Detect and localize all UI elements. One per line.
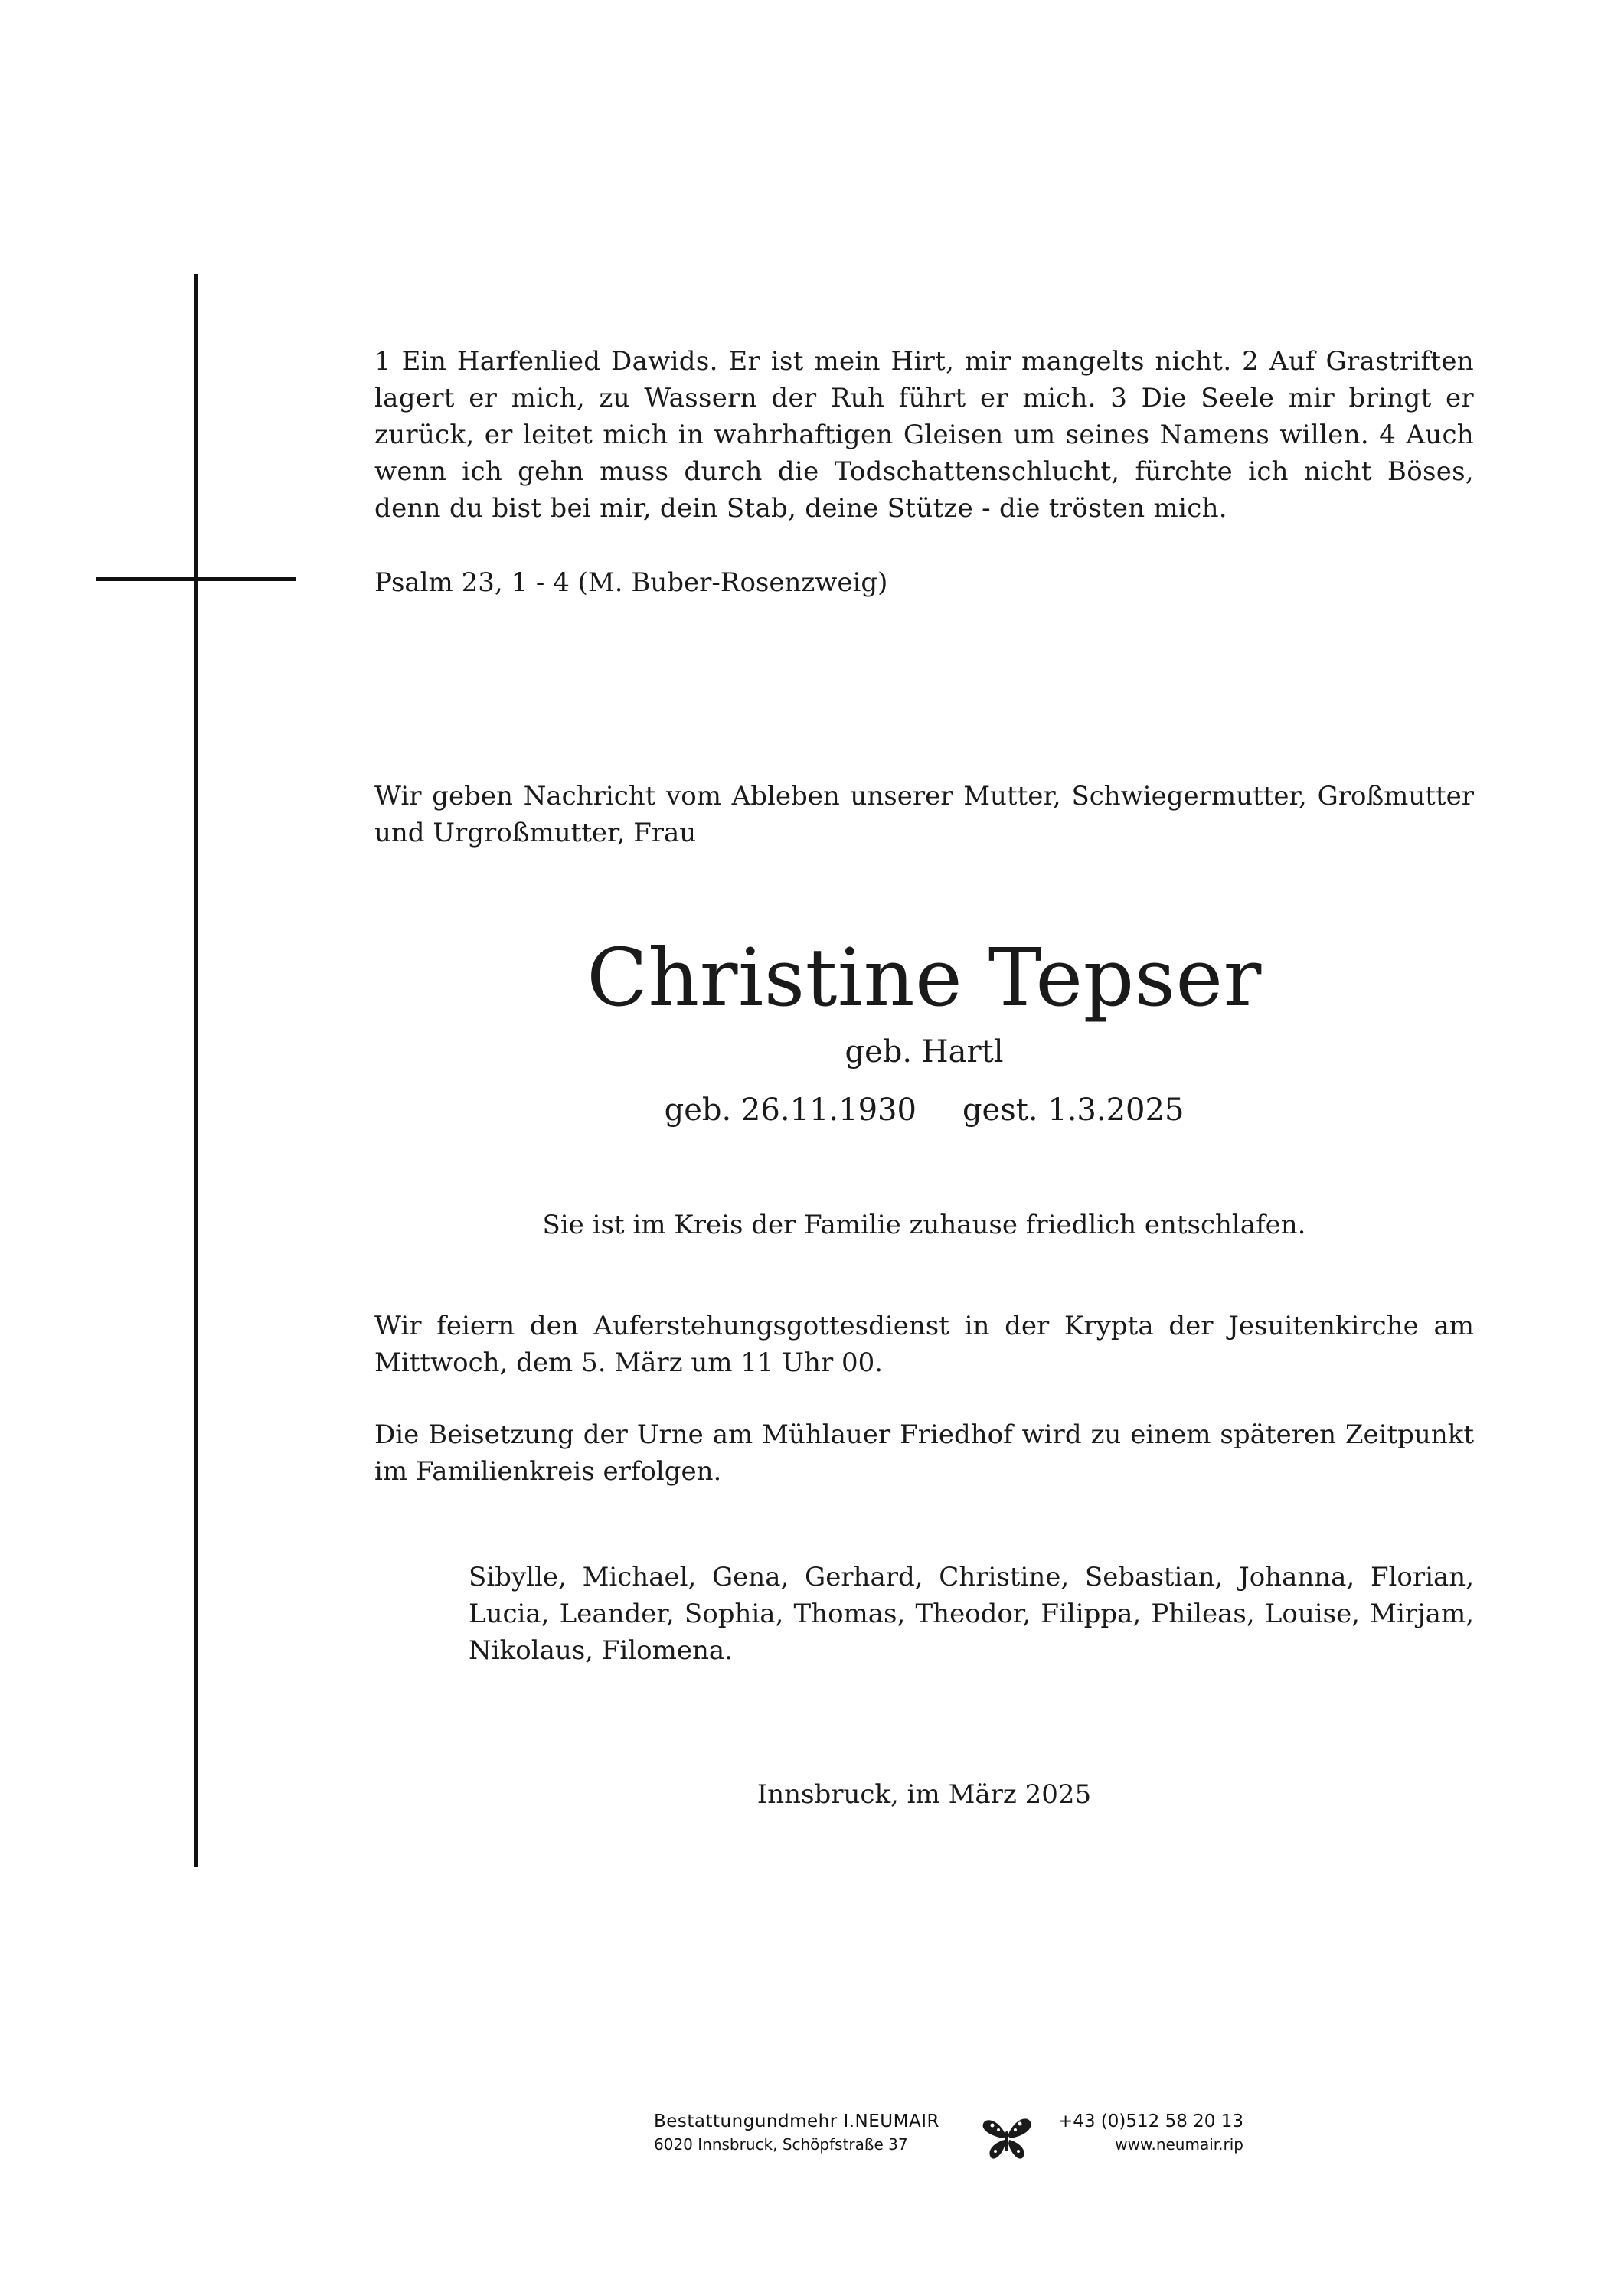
footer-company-name: Bestattungundmehr I.NEUMAIR [654,2111,939,2131]
place-and-date: Innsbruck, im März 2025 [756,1779,1092,1810]
cross-horizontal-bar [96,577,296,581]
footer-contact-block [1044,2110,1243,2156]
footer-phone: +43 (0)512 58 20 13 [1057,2111,1243,2131]
family-names: Sibylle, Michael, Gena, Gerhard, Christine, Sebastian, Johanna, Florian, Lucia, Leander, Sophia, Thomas, Theodor, Filippa, Phileas, Louise, Mirjam, Nikolaus, Filomena. [469,1562,1474,1666]
cross-vertical-bar [194,274,198,1867]
funeral-home-footer [0,2110,1624,2171]
service-info: Wir feiern den Auferstehungsgottesdienst in der Krypta der Jesuitenkirche am Mittwoch, dem 5. März um 11 Uhr 00. [374,1311,1474,1378]
footer-address: 6020 Innsbruck, Schöpfstraße 37 [654,2135,908,2154]
footer-company-block [654,2110,975,2156]
notice-intro: Wir geben Nachricht vom Ableben unserer Mutter, Schwiegermutter, Großmutter und Urgroßmutter, Frau [374,781,1474,848]
psalm-reference: Psalm 23, 1 - 4 (M. Buber-Rosenzweig) [374,567,888,598]
life-dates [374,1090,1474,1130]
psalm-text: 1 Ein Harfenlied Dawids. Er ist mein Hirt, mir mangelts nicht. 2 Auf Grastriften lagert er mich, zu Wassern der Ruh führt er mich. 3 Die Seele mir bringt er zurück, er leitet mich in wahrhaftigen Gleisen um seines Namens willen. 4 Auch wenn ich gehn muss durch die Todschattenschlucht, fürchte ich nicht Böses, denn du bist bei mir, dein Stab, deine Stütze - die trösten mich. [374,346,1474,524]
birth-date: geb. 26.11.1930 [664,1092,917,1128]
deceased-name: Christine Tepser [587,931,1262,1024]
footer-website: www.neumair.rip [1115,2135,1243,2154]
birth-name: geb. Hartl [845,1034,1004,1070]
burial-info: Die Beisetzung der Urne am Mühlauer Friedhof wird zu einem späteren Zeitpunkt im Familienkreis erfolgen. [374,1419,1474,1487]
butterfly-icon [980,2113,1034,2164]
passing-statement: Sie ist im Kreis der Familie zuhause friedlich entschlafen. [542,1210,1306,1240]
death-date: gest. 1.3.2025 [962,1092,1185,1128]
